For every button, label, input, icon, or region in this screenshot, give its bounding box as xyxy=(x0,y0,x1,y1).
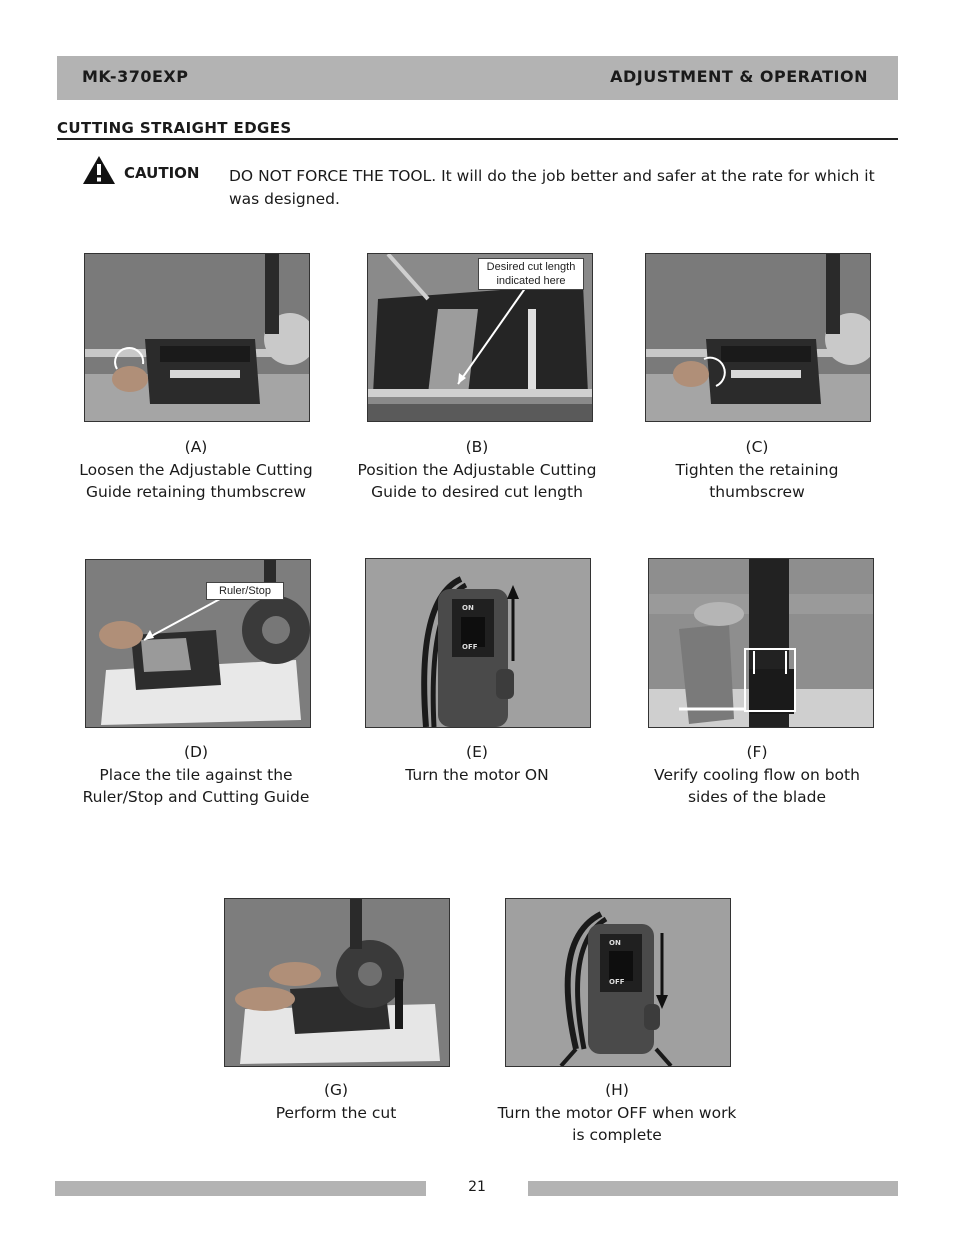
photo-h xyxy=(505,898,731,1067)
step-b-caption xyxy=(357,436,597,504)
step-g-caption xyxy=(216,1079,456,1124)
step-letter: (B) xyxy=(465,438,489,456)
photo-d xyxy=(85,559,311,728)
section-divider xyxy=(57,138,898,140)
step-a-caption xyxy=(76,436,316,504)
step-letter: (G) xyxy=(323,1081,349,1099)
step-text: Loosen the Adjustable Cutting Guide retaining thumbscrew xyxy=(79,460,313,501)
step-text: Perform the cut xyxy=(275,1103,397,1122)
step-h-caption xyxy=(497,1079,737,1147)
caution-label: CAUTION xyxy=(124,164,200,182)
photo-a xyxy=(84,253,310,422)
photo-f xyxy=(648,558,874,728)
step-letter: (H) xyxy=(605,1081,629,1099)
step-text: Turn the motor ON xyxy=(405,765,549,784)
step-text: Position the Adjustable Cutting Guide to desired cut length xyxy=(357,460,597,501)
section-title: CUTTING STRAIGHT EDGES xyxy=(57,119,292,137)
photo-b xyxy=(367,253,593,422)
warning-triangle-icon xyxy=(82,155,116,185)
step-letter: (C) xyxy=(745,438,769,456)
step-text: Verify cooling flow on both sides of the blade xyxy=(654,765,860,806)
step-text: Tighten the retaining thumbscrew xyxy=(675,460,839,501)
step-d-caption xyxy=(76,741,316,809)
step-c-caption xyxy=(637,436,877,504)
off-label: OFF xyxy=(609,978,625,986)
section-name: ADJUSTMENT & OPERATION xyxy=(610,67,868,86)
on-label: ON xyxy=(609,939,621,947)
callout-ruler-stop: Ruler/Stop xyxy=(206,582,284,600)
photo-c xyxy=(645,253,871,422)
footer-bar-right xyxy=(528,1181,898,1196)
step-text: Turn the motor OFF when work is complete xyxy=(497,1103,737,1144)
on-label: ON xyxy=(462,604,474,612)
page-number: 21 xyxy=(468,1179,486,1195)
footer-bar-left xyxy=(55,1181,426,1196)
caution-text: DO NOT FORCE THE TOOL. It will do the job better and safer at the rate for which it was designed. xyxy=(229,167,875,208)
model-name: MK-370EXP xyxy=(82,67,189,86)
step-letter: (A) xyxy=(184,438,208,456)
step-letter: (D) xyxy=(183,743,209,761)
step-f-caption xyxy=(637,741,877,809)
step-letter: (F) xyxy=(746,743,768,761)
off-label: OFF xyxy=(462,643,478,651)
step-text: Place the tile against the Ruler/Stop and Cutting Guide xyxy=(82,765,310,806)
header-bar xyxy=(57,56,898,100)
callout-cut-length: Desired cut length indicated here xyxy=(478,258,584,290)
photo-g xyxy=(224,898,450,1067)
step-letter: (E) xyxy=(466,743,488,761)
step-e-caption xyxy=(357,741,597,786)
photo-e xyxy=(365,558,591,728)
